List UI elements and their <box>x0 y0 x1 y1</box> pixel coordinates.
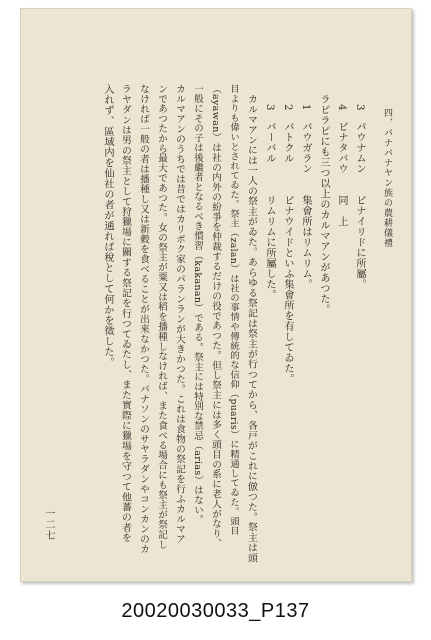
text-line: カルマアンには一人の祭主がゐた。あらゆる祭記は祭主が行つてから、各戸がこれに倣つた。祭主は頭 <box>246 94 257 563</box>
text-line: 一般にその子は後繼者となるべき慣習（kakanan）である。祭主には特別な禁忌（arias）はない。 <box>192 84 203 525</box>
running-header: 四、パナパナヤン族の農耕儀禮 <box>382 108 392 248</box>
text-line: （ayawan）は社の内外の紛爭を仲裁するだけの役であつた。但し祭主には多く頭目の系に老人がなり、 <box>210 84 221 549</box>
text-line: 3 バーバル リムリムに所屬した。 <box>264 104 275 300</box>
text-line: 目よりも偉いとされてゐた。祭主（zalan）は社の事情や傳統的な信仰（puaris）に精通してゐた。頭目 <box>228 84 239 536</box>
page-number: 一二七 <box>43 508 54 541</box>
text-line: ラヤダンは男の祭主として狩獵場に關する祭記を行つてゐたし、また實際に獵場を守つて他蕃の者を <box>120 84 131 543</box>
image-caption: 20020030033_P137 <box>121 600 310 622</box>
text-line: カルマアンのうちでは昔ではカリボク家のパランランが大きかつた。これは食物の祭記を行ふカルマア <box>174 84 185 544</box>
document-page <box>20 8 412 582</box>
text-line: なければ一般の者は播種し又は新穀を食べることが出來なかつた。パナソンのサヤラダンやコンカンのカ <box>138 84 149 554</box>
text-line: 3 パウナムン ビナイリドに所屬。 <box>354 104 365 290</box>
text-line: ンであつたから最大であつた。女の祭主が粟又は稻を播種しなければ、また食べる場合にも祭主が祭記し <box>156 84 167 550</box>
text-line: 1 バウガラン 集會所はリムリム。 <box>300 104 311 290</box>
text-line: 2 バトクル ビナウイドといふ集會所を有してゐた。 <box>282 104 293 384</box>
text-line: ラピラピにも三つ以上のカルマアンがあつた。 <box>318 94 329 315</box>
text-line: 入れず、區域内を仙社の者が通れば稅として何かを徵した。 <box>102 84 113 368</box>
text-line: 4 ビナタバウ 同 上 <box>336 104 347 227</box>
